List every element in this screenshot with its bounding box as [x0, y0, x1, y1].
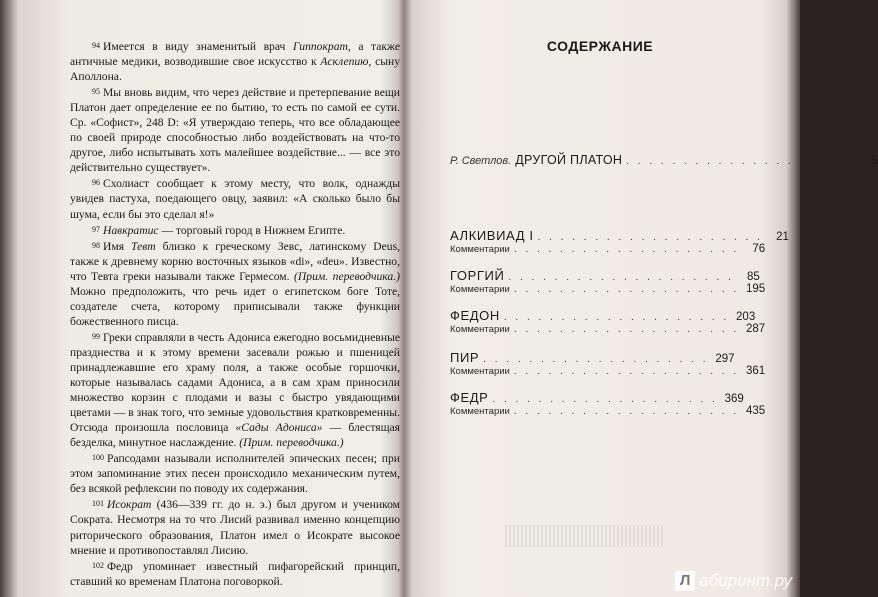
toc-comment-page: 195 [746, 283, 766, 295]
footnote [70, 558, 400, 589]
footnote [70, 238, 400, 329]
footnote-number: 94 [92, 41, 100, 50]
leader-dots: . . . . . . . . . . . . . . . . . . . . [626, 156, 852, 167]
leader-dots: . . . . . . . . . . . . . . . . . . . . [492, 394, 718, 405]
toc-work-title: ФЕДР [450, 390, 489, 405]
footnote [70, 329, 400, 450]
footnote-number: 97 [92, 224, 100, 234]
footnote-italic-text: (Прим. переводчика.) [239, 436, 344, 450]
toc-entry [450, 350, 735, 365]
toc-comment-entry [450, 405, 766, 417]
toc-work-title: АЛКИВИАД I [450, 228, 534, 243]
footnote-text: Рапсодами называли исполнителей эпических песен; при этом запоминание этих песен происходило механическим путем, без всякой рефлексии по поводу их содержания. [70, 452, 400, 496]
watermark-text: абиринт.ру [699, 571, 792, 590]
toc-work-page: 85 [746, 271, 760, 283]
leader-dots: . . . . . . . . . . . . . . . . . . . . [513, 284, 740, 295]
footnote [70, 496, 400, 557]
footnote-text: Можно предположить, что речь идет о египетском боге Тоте, создателе счета, которому приписывали также функции божественного писца. [70, 284, 400, 328]
toc-work-page: 203 [736, 311, 756, 323]
footnote-number: 96 [92, 178, 100, 188]
toc-work-page: 369 [724, 393, 744, 405]
toc-intro-author: Р. Светлов. [450, 155, 512, 167]
leader-dots: . . . . . . . . . . . . . . . . . . . . [513, 366, 740, 377]
contents-title: СОДЕРЖАНИЕ [546, 38, 654, 54]
leader-dots: . . . . . . . . . . . . . . . . . . . . [513, 244, 740, 255]
footnote-text: (436—339 гг. до н. э.) был другом и учеником Сократа. Несмотря на то что Лисий развивал именно концепцию риторического образования, Платон имел о Исократе высокое мнение и противопоставлял Лисию. [70, 498, 400, 557]
toc-comment-label: Комментарии [450, 244, 510, 255]
toc-comment-label: Комментарии [450, 324, 510, 335]
footnote-italic-text: Тевт [131, 239, 156, 253]
footnote-number: 100 [92, 453, 104, 463]
leader-dots: . . . . . . . . . . . . . . . . . . . . [513, 406, 740, 417]
leader-dots: . . . . . . . . . . . . . . . . . . . . [508, 272, 734, 283]
footnote-text: Имя [103, 239, 132, 253]
footnote-italic-text: Асклепию [320, 55, 369, 69]
footnote-number: 98 [92, 240, 100, 250]
leader-dots: . . . . . . . . . . . . . . . . . . . . [513, 324, 740, 335]
toc-entry-intro [450, 153, 878, 167]
footnote-text: — блестящая безделка, минутное наслаждение. [70, 421, 400, 450]
footnote-number: 99 [92, 331, 100, 341]
toc-entry [450, 228, 789, 243]
footnote [70, 222, 400, 238]
toc-work-page: 21 [776, 231, 789, 243]
watermark [675, 571, 792, 591]
footnote-italic-text: «Сады Адониса» [235, 421, 323, 435]
toc-work-title: ГОРГИЙ [450, 268, 505, 283]
leader-dots: . . . . . . . . . . . . . . . . . . . . [483, 354, 709, 365]
footnote [70, 450, 400, 496]
footnote-italic-text: Исократ [107, 498, 152, 512]
toc-comment-label: Комментарии [450, 366, 510, 377]
toc-comment-entry [450, 283, 766, 295]
leader-dots: . . . . . . . . . . . . . . . . . . . . [537, 232, 763, 243]
leader-dots: . . . . . . . . . . . . . . . . . . . . [503, 312, 730, 323]
toc-work-title: ФЕДОН [450, 308, 500, 323]
footnote-text: Имеется в виду знаменитый врач [103, 40, 293, 53]
footnote-text: Схолиаст сообщает к этому месту, что волк, однажды увидев пастуха, поедающего овцу, заявил: «А сколько было бы шума, если бы это сделал я!» [70, 177, 400, 221]
contents-page [450, 28, 878, 568]
toc-comment-entry [450, 243, 766, 255]
toc-comment-page: 76 [752, 243, 766, 255]
toc-comment-page: 435 [746, 405, 766, 417]
toc-comment-page: 361 [746, 365, 766, 377]
footnote [70, 84, 400, 175]
footnote-number: 102 [92, 560, 104, 570]
toc-entry [450, 268, 760, 283]
toc-comment-label: Комментарии [450, 406, 510, 417]
footnote-text: близко к греческому Зевс, латинскому Deus, также к древнему корню восточных языков «di», «deu». Известно, что Тевта греки называли также Гермесом. [70, 239, 400, 283]
toc-comment-label: Комментарии [450, 284, 510, 295]
footnote-number: 101 [92, 499, 104, 509]
toc-entry [450, 390, 744, 405]
toc-comment-entry [450, 323, 766, 335]
show-through-barcode [505, 525, 665, 547]
footnote-italic-text: Гиппократ [292, 40, 348, 53]
footnote-text: Греки справляли в честь Адониса ежегодно восьмидневные празднества и к этому времени засевали рожью и пшеницей принадлежавшие его храму поля, а также особые горшочки, которые называлась садами Адониса, а в сам храм приносили множество корзин с плодами и вазы с быстро увядающими цветами — в знак того, что земные удовольствия кратковременны. Отсюда произошла пословица [70, 330, 400, 435]
footnote-text: Мы вновь видим, что через действие и претерпевание вещи Платон дает определение ее по бытию, то есть по самой ее сути. Ср. «Софист», 248 D: «Я утверждаю теперь, что все обладающее по своей природе способностью либо воздействовать на что-то другое, либо испытывать хоть малейшее воздействие... — все это действительно существует». [70, 86, 400, 175]
footnote [70, 175, 400, 221]
footnote [70, 38, 400, 84]
notes-list [70, 38, 400, 589]
toc-entry [450, 308, 756, 323]
footnote-text: , сыну Аполлона. [70, 55, 400, 84]
footnote-italic-text: Навкратис [103, 223, 159, 237]
toc-comment-entry [450, 365, 766, 377]
labirint-logo-icon: Л [675, 571, 695, 591]
footnote-number: 95 [92, 87, 100, 97]
footnote-text: Федр упоминает известный пифагорейский принцип, ставший ко временам Платона поговоркой. [70, 559, 400, 588]
toc-work-page: 297 [715, 353, 735, 365]
toc-intro-page: 5 [871, 155, 878, 167]
footnote-text: , а также античные медики, возводившие свое искусство к [70, 40, 400, 69]
footnote-text: — торговый город в Нижнем Египте. [158, 223, 346, 237]
toc-comment-page: 287 [746, 323, 766, 335]
toc-intro-title: ДРУГОЙ ПЛАТОН [515, 153, 623, 167]
toc-work-title: ПИР [450, 350, 480, 365]
notes-page [70, 38, 400, 588]
footnote-italic-text: (Прим. переводчика.) [294, 269, 400, 283]
